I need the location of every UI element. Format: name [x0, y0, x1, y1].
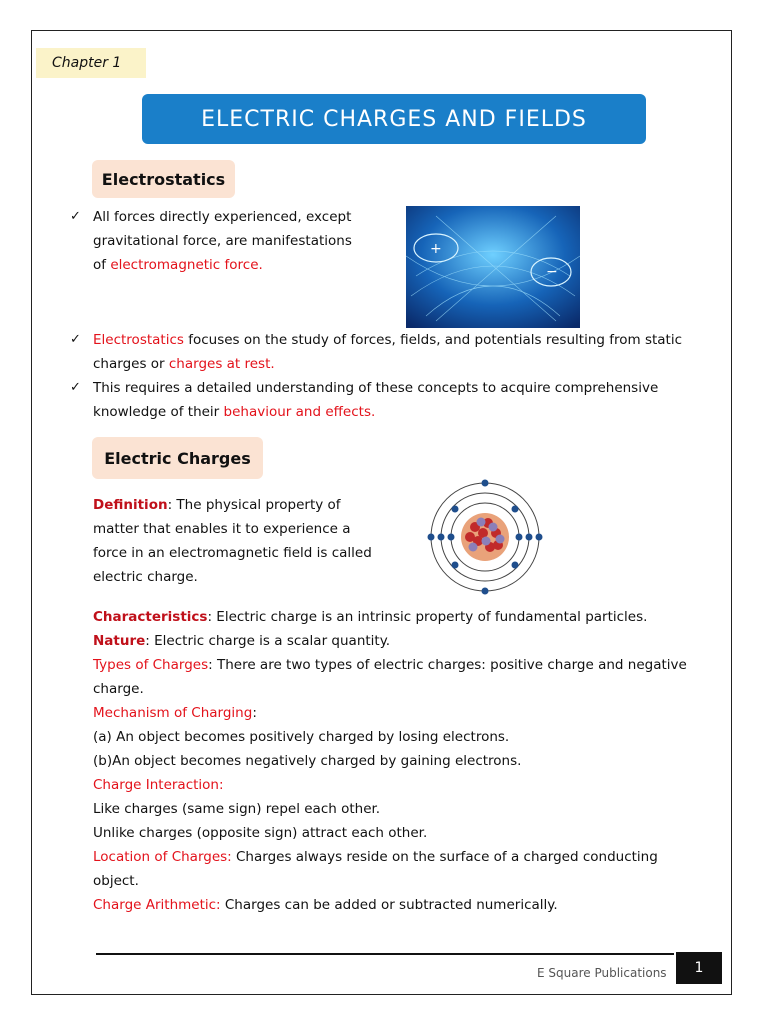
nature-text: : Electric charge is a scalar quantity. — [145, 633, 391, 649]
location-line — [93, 845, 693, 893]
interaction-unlike-line: Unlike charges (opposite sign) attract each other. — [93, 825, 428, 841]
bullet-highlight: behaviour and effects. — [223, 404, 376, 420]
footer-divider — [96, 953, 674, 955]
electrostatics-bullet-list-bottom — [70, 328, 690, 424]
page-title — [142, 94, 646, 144]
bullet-item — [70, 328, 690, 376]
types-line — [93, 653, 693, 701]
bullet-text: focuses on the study of forces, fields, and potentials resulting from static charges or — [93, 332, 683, 372]
characteristics-text: : Electric charge is an intrinsic property of fundamental particles. — [207, 609, 648, 625]
nature-label: Nature — [93, 633, 146, 649]
types-label: Types of Charges — [93, 657, 209, 673]
chapter-label: Chapter 1 — [36, 48, 146, 78]
mechanism-b-line: (b)An object becomes negatively charged by gaining electrons. — [93, 753, 522, 769]
characteristics-label: Characteristics — [93, 609, 208, 625]
mechanism-a-line: (a) An object becomes positively charged by losing electrons. — [93, 729, 510, 745]
electrostatics-bullet-list-top — [70, 205, 360, 277]
bullet-text: All forces directly experienced, except gravitational force, are manifestations of — [93, 209, 352, 273]
check-icon: ✓ — [70, 380, 81, 395]
definition-paragraph — [93, 493, 373, 589]
bullet-text: This requires a detailed understanding of these concepts to acquire comprehensive knowledge of their — [93, 380, 659, 420]
bullet-item — [70, 205, 360, 277]
section-heading-text: Electric Charges — [104, 448, 251, 468]
mechanism-label: Mechanism of Charging — [93, 705, 253, 721]
bullet-highlight: Electrostatics — [93, 332, 184, 348]
arithmetic-text: Charges can be added or subtracted numerically. — [220, 897, 558, 913]
section-heading-electric-charges — [92, 437, 263, 479]
publisher-name: E Square Publications — [537, 966, 667, 980]
check-icon: ✓ — [70, 332, 81, 347]
location-text: Charges always reside on the surface of a charged conducting object. — [93, 849, 658, 889]
electric-field-image — [406, 206, 580, 328]
types-text: : There are two types of electric charges: positive charge and negative charge. — [93, 657, 687, 697]
arithmetic-line — [93, 893, 693, 917]
bullet-highlight: charges at rest. — [168, 356, 275, 372]
interaction-label: Charge Interaction: — [93, 777, 224, 793]
bullet-highlight: electromagnetic force. — [110, 257, 263, 273]
interaction-like-line: Like charges (same sign) repel each other. — [93, 801, 381, 817]
bullet-item — [70, 376, 690, 424]
arithmetic-label: Charge Arithmetic: — [93, 897, 221, 913]
nature-line — [93, 629, 693, 653]
mechanism-line — [93, 701, 693, 725]
mechanism-colon: : — [252, 705, 257, 721]
page-title-text: ELECTRIC CHARGES AND FIELDS — [201, 106, 587, 132]
svg-text:+: + — [430, 241, 442, 257]
characteristics-line — [93, 605, 693, 629]
svg-text:−: − — [546, 264, 558, 280]
electric-charges-details — [93, 605, 693, 917]
section-heading-text: Electrostatics — [101, 169, 226, 189]
page-number: 1 — [676, 952, 722, 984]
definition-label: Definition — [93, 497, 168, 513]
definition-text: : The physical property of matter that enables it to experience a force in an electromagnetic field is called electric charge. — [93, 497, 372, 585]
location-label: Location of Charges: — [93, 849, 232, 865]
atom-diagram-image — [420, 475, 560, 595]
check-icon: ✓ — [70, 209, 81, 224]
section-heading-electrostatics — [92, 160, 235, 198]
